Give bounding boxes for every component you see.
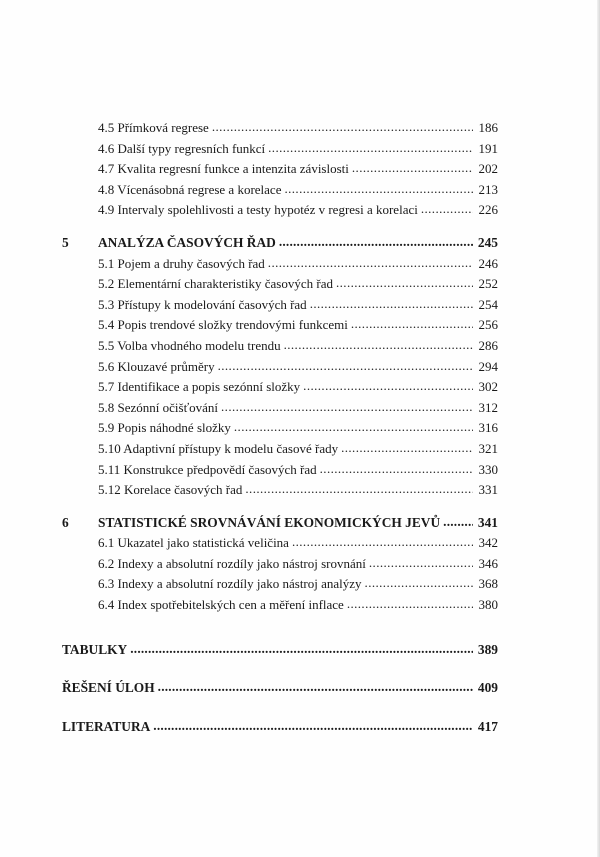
toc-entry xyxy=(62,315,498,336)
toc-entry xyxy=(62,159,498,180)
page-number: 341 xyxy=(477,514,498,530)
entry-title: 5.2 Elementární charakteristiky časových řad xyxy=(98,276,333,292)
entry-title: 5.12 Korelace časových řad xyxy=(98,482,243,498)
page-number: 380 xyxy=(478,597,498,613)
toc-entry xyxy=(62,180,498,201)
page-number: 368 xyxy=(478,576,498,592)
page-number: 245 xyxy=(477,234,498,250)
chapter-heading xyxy=(62,233,498,254)
toc-entry xyxy=(62,274,498,295)
page-number: 312 xyxy=(478,399,498,415)
dot-leader xyxy=(221,397,473,418)
entry-title: ŘEŠENÍ ÚLOH xyxy=(62,680,155,696)
page-number: 346 xyxy=(478,555,498,571)
entry-title: 4.6 Další typy regresních funkcí xyxy=(98,140,266,156)
dot-leader xyxy=(341,438,473,459)
page-number: 226 xyxy=(478,202,498,218)
dot-leader xyxy=(218,356,473,377)
toc-entry xyxy=(62,595,498,616)
dot-leader xyxy=(310,294,473,315)
toc-entry xyxy=(62,377,498,398)
dot-leader xyxy=(284,179,473,200)
page-number: 246 xyxy=(478,255,498,271)
entry-title: ANALÝZA ČASOVÝCH ŘAD xyxy=(98,234,276,250)
entry-title: 6.1 Ukazatel jako statistická veličina xyxy=(98,535,289,551)
page-number: 294 xyxy=(478,358,498,374)
dot-leader xyxy=(284,335,473,356)
entry-title: TABULKY xyxy=(62,641,128,657)
entry-title: 5.8 Sezónní očišťování xyxy=(98,399,219,415)
chapter-number: 5 xyxy=(62,234,69,250)
page-number: 321 xyxy=(478,440,498,456)
dot-leader xyxy=(268,138,473,159)
entry-title: STATISTICKÉ SROVNÁVÁNÍ EKONOMICKÝCH JEVŮ xyxy=(98,514,441,530)
toc-entry xyxy=(62,118,498,139)
dot-leader xyxy=(268,253,473,274)
toc-entry xyxy=(62,439,498,460)
toc-entry xyxy=(62,554,498,575)
dot-leader xyxy=(212,117,473,138)
table-of-contents xyxy=(62,118,498,737)
dot-leader xyxy=(351,314,473,335)
page-number: 213 xyxy=(478,181,498,197)
page-number: 417 xyxy=(477,718,498,734)
dot-leader xyxy=(153,716,473,737)
page-number: 202 xyxy=(478,161,498,177)
page-number: 330 xyxy=(478,461,498,477)
dot-leader xyxy=(369,553,473,574)
toc-entry xyxy=(62,398,498,419)
page-number: 409 xyxy=(477,680,498,696)
dot-leader xyxy=(245,479,473,500)
entry-title: 5.4 Popis trendové složky trendovými funkcemi xyxy=(98,317,348,333)
dot-leader xyxy=(336,273,473,294)
entry-title: 4.9 Intervaly spolehlivosti a testy hypotéz v regresi a korelaci xyxy=(98,202,418,218)
toc-entry xyxy=(62,480,498,501)
dot-leader xyxy=(292,532,473,553)
page-number: 302 xyxy=(478,379,498,395)
entry-title: 6.2 Indexy a absolutní rozdíly jako nástroj srovnání xyxy=(98,555,366,571)
toc-entry xyxy=(62,295,498,316)
chapter-number: 6 xyxy=(62,514,69,530)
toc-entry xyxy=(62,336,498,357)
appendix-heading xyxy=(62,640,498,661)
toc-entry xyxy=(62,418,498,439)
page-number: 331 xyxy=(478,482,498,498)
page-number: 191 xyxy=(478,140,498,156)
entry-title: 5.11 Konstrukce předpovědí časových řad xyxy=(98,461,317,477)
dot-leader xyxy=(352,158,473,179)
page-number: 286 xyxy=(478,337,498,353)
entry-title: 6.3 Indexy a absolutní rozdíly jako nástroj analýzy xyxy=(98,576,362,592)
toc-entry xyxy=(62,533,498,554)
dot-leader xyxy=(303,376,473,397)
page-number: 254 xyxy=(478,296,498,312)
entry-title: LITERATURA xyxy=(62,718,151,734)
entry-title: 5.3 Přístupy k modelování časových řad xyxy=(98,296,307,312)
entry-title: 4.8 Vícenásobná regrese a korelace xyxy=(98,181,282,197)
entry-title: 5.10 Adaptivní přístupy k modelu časové řady xyxy=(98,440,339,456)
page-number: 252 xyxy=(478,276,498,292)
page-number: 186 xyxy=(478,120,498,135)
dot-leader xyxy=(320,459,473,480)
appendix-heading xyxy=(62,717,498,738)
toc-entry xyxy=(62,200,498,221)
toc-entry xyxy=(62,139,498,160)
dot-leader xyxy=(234,417,473,438)
entry-title: 5.6 Klouzavé průměry xyxy=(98,358,215,374)
dot-leader xyxy=(279,232,473,253)
page-number: 316 xyxy=(478,420,498,436)
toc-entry xyxy=(62,357,498,378)
page-number: 256 xyxy=(478,317,498,333)
dot-leader xyxy=(158,677,473,698)
toc-entry xyxy=(62,254,498,275)
entry-title: 5.5 Volba vhodného modelu trendu xyxy=(98,337,281,353)
entry-title: 5.1 Pojem a druhy časových řad xyxy=(98,255,265,271)
toc-entry xyxy=(62,574,498,595)
dot-leader xyxy=(443,512,473,533)
dot-leader xyxy=(365,573,473,594)
dot-leader xyxy=(421,199,473,220)
page-number: 389 xyxy=(477,641,498,657)
entry-title: 5.7 Identifikace a popis sezónní složky xyxy=(98,379,301,395)
appendix-heading xyxy=(62,678,498,699)
entry-title: 5.9 Popis náhodné složky xyxy=(98,420,231,436)
chapter-heading xyxy=(62,513,498,534)
toc-entry xyxy=(62,460,498,481)
entry-title: 4.7 Kvalita regresní funkce a intenzita závislosti xyxy=(98,161,349,177)
dot-leader xyxy=(130,639,473,660)
entry-title: 4.5 Přímková regrese xyxy=(98,120,209,135)
entry-title: 6.4 Index spotřebitelských cen a měření inflace xyxy=(98,597,344,613)
page-number: 342 xyxy=(478,535,498,551)
dot-leader xyxy=(347,594,473,615)
